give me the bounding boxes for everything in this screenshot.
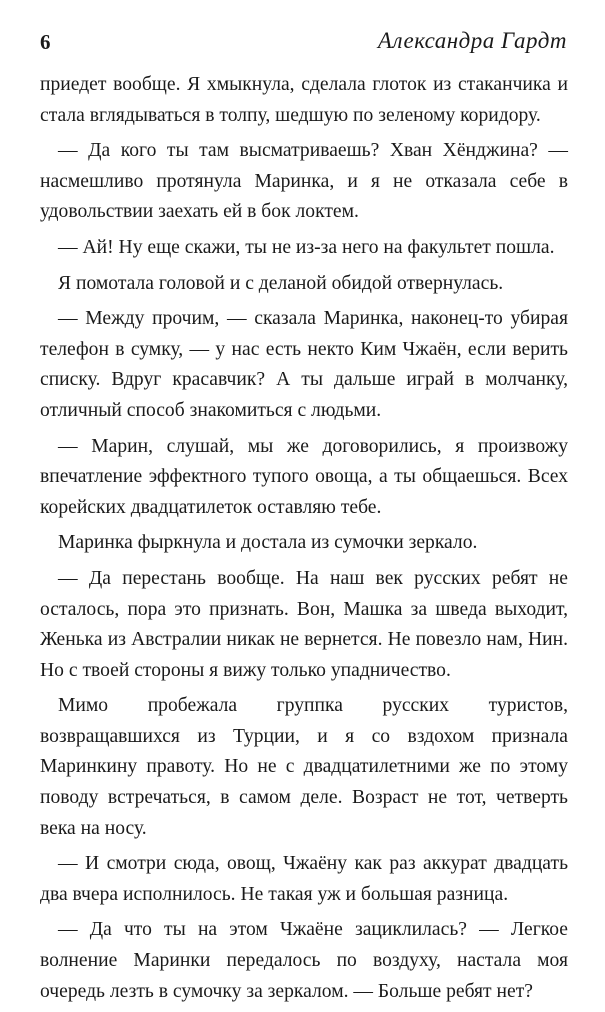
page-body <box>40 70 568 1012</box>
paragraph: — Между прочим, — сказала Маринка, наконец-то убирая телефон в сумку, — у нас есть некто Ким Чжаён, если верить списку. Вдруг красавчик? А ты дальше играй в молчанку, отличный способ знакомиться с людьми. <box>40 308 568 421</box>
paragraph: — Ай! Ну еще скажи, ты не из-за него на факультет пошла. <box>58 236 555 258</box>
paragraph: Я помотала головой и с деланой обидой отвернулась. <box>58 272 504 294</box>
paragraph: Маринка фыркнула и достала из сумочки зеркало. <box>58 532 478 554</box>
page-number: 6 <box>40 30 51 54</box>
paragraph: — Да кого ты там высматриваешь? Хван Хёнджина? — насмешливо протянула Маринка, и я не отказала себе в удовольствии заехать ей в бок локтем. <box>40 140 568 223</box>
page-header <box>40 28 567 62</box>
paragraph: — Да перестань вообще. На наш век русских ребят не осталось, пора это признать. Вон, Машка за шведа выходит, Женька из Австралии никак не вернется. Не повезло нам, Нин. Но с твоей стороны я вижу только упадничество. <box>40 567 568 681</box>
running-head-author: Александра Гардт <box>377 28 567 53</box>
paragraph: Мимо пробежала группка русских туристов, возвращавшихся из Турции, и я со вздохом признала Маринкину правоту. Но не с двадцатилетними же по этому поводу встречаться, в самом деле. Возраст не тот, четверть века на носу. <box>40 695 568 839</box>
paragraph: — И смотри сюда, овощ, Чжаёну как раз аккурат двадцать два вчера исполнилось. Не такая уж и большая разница. <box>40 853 568 905</box>
paragraph: приедет вообще. Я хмыкнула, сделала глоток из стаканчика и стала вглядываться в толпу, шедшую по зеленому коридору. <box>40 74 568 126</box>
paragraph: — Да что ты на этом Чжаёне зациклилась? — Легкое волнение Маринки передалось по воздуху, настала моя очередь лезть в сумочку за зеркалом. — Больше ребят нет? <box>40 919 568 1002</box>
paragraph: — Марин, слушай, мы же договорились, я произвожу впечатление эффектного тупого овоща, а ты общаешься. Всех корейских двадцатилеток оставляю тебе. <box>40 435 568 518</box>
